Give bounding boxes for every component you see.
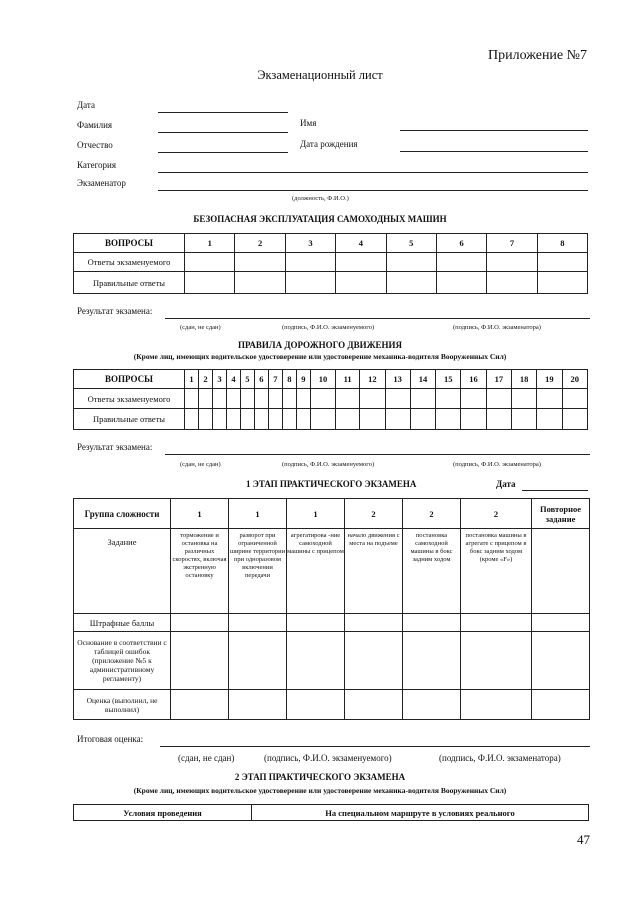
- surname-field[interactable]: [158, 132, 288, 133]
- grade-cell[interactable]: [345, 690, 403, 720]
- hint-examinee: (подпись, Ф.И.О. экзаменуемого): [264, 753, 392, 763]
- correct-cell[interactable]: [487, 272, 537, 294]
- answer-cell[interactable]: [461, 389, 486, 409]
- answer-cell[interactable]: [254, 389, 268, 409]
- birthdate-field[interactable]: [400, 151, 588, 152]
- correct-cell[interactable]: [212, 409, 226, 430]
- question-number: 10: [310, 370, 335, 389]
- category-field[interactable]: [158, 172, 588, 173]
- question-number: 16: [461, 370, 486, 389]
- answer-cell[interactable]: [235, 253, 285, 272]
- grade-cell[interactable]: [461, 690, 532, 720]
- section2-result-field[interactable]: [165, 454, 590, 455]
- question-number: 8: [537, 234, 587, 253]
- basis-cell[interactable]: [345, 632, 403, 690]
- answer-cell[interactable]: [282, 389, 296, 409]
- group-header: Группа сложности: [74, 499, 171, 529]
- correct-cell[interactable]: [436, 272, 486, 294]
- section3-date-label: Дата: [496, 479, 516, 489]
- hint-passed: (сдан, не сдан): [178, 753, 235, 763]
- hint-examiner: (подпись, Ф.И.О. экзаменатора): [453, 461, 541, 468]
- correct-cell[interactable]: [511, 409, 536, 430]
- answer-cell[interactable]: [386, 253, 436, 272]
- hint-examiner: (подпись, Ф.И.О. экзаменатора): [439, 753, 561, 763]
- question-number: 9: [296, 370, 310, 389]
- question-number: 17: [486, 370, 511, 389]
- basis-cell[interactable]: [229, 632, 287, 690]
- correct-cell[interactable]: [310, 409, 335, 430]
- section1-title: БЕЗОПАСНАЯ ЭКСПЛУАТАЦИЯ САМОХОДНЫХ МАШИН: [193, 214, 447, 224]
- question-number: 6: [436, 234, 486, 253]
- examiner-field[interactable]: [158, 190, 588, 191]
- question-number: 2: [198, 370, 212, 389]
- section2-result-label: Результат экзамена:: [77, 442, 153, 452]
- answer-cell[interactable]: [336, 389, 360, 409]
- basis-cell[interactable]: [461, 632, 532, 690]
- correct-cell[interactable]: [296, 409, 310, 430]
- group-value: 1: [287, 499, 345, 529]
- answers-row-label: Ответы экзаменуемого: [74, 389, 185, 409]
- correct-cell[interactable]: [336, 272, 386, 294]
- basis-cell[interactable]: [532, 632, 590, 690]
- final-grade-field[interactable]: [160, 746, 590, 747]
- correct-cell[interactable]: [240, 409, 254, 430]
- birthdate-label: Дата рождения: [300, 139, 358, 149]
- grade-row-label: Оценка (выполнил, не выполнил): [74, 690, 171, 720]
- category-label: Категория: [77, 160, 116, 170]
- surname-label: Фамилия: [77, 120, 113, 130]
- answer-cell[interactable]: [226, 389, 240, 409]
- section1-result-label: Результат экзамена:: [77, 306, 153, 316]
- correct-cell[interactable]: [268, 409, 282, 430]
- answer-cell[interactable]: [285, 253, 335, 272]
- grade-cell[interactable]: [532, 690, 590, 720]
- question-number: 2: [235, 234, 285, 253]
- date-label: Дата: [77, 100, 95, 110]
- section4-title: 2 ЭТАП ПРАКТИЧЕСКОГО ЭКЗАМЕНА: [234, 772, 406, 782]
- answer-cell[interactable]: [212, 389, 226, 409]
- question-number: 11: [336, 370, 360, 389]
- conditions-value: На специальном маршруте в условиях реального: [252, 805, 589, 821]
- penalty-cell[interactable]: [532, 614, 590, 632]
- group-value: 2: [345, 499, 403, 529]
- basis-cell[interactable]: [403, 632, 461, 690]
- question-number: 15: [436, 370, 461, 389]
- correct-row-label: Правильные ответы: [74, 272, 185, 294]
- section3-title: 1 ЭТАП ПРАКТИЧЕСКОГО ЭКЗАМЕНА: [246, 479, 417, 489]
- correct-cell[interactable]: [336, 409, 360, 430]
- correct-cell[interactable]: [185, 409, 199, 430]
- correct-cell[interactable]: [562, 409, 587, 430]
- correct-cell[interactable]: [226, 409, 240, 430]
- basis-row-label: Основание в соответствии с таблицей ошибок (приложение №5 к административному регламенту): [74, 632, 171, 690]
- penalty-cell[interactable]: [287, 614, 345, 632]
- repeat-task-header: Повторное задание: [532, 499, 590, 529]
- examiner-hint: (должность, Ф.И.О.): [292, 195, 349, 202]
- question-number: 12: [360, 370, 385, 389]
- section1-table: [73, 233, 588, 294]
- correct-cell[interactable]: [410, 409, 435, 430]
- section3-date-field[interactable]: [522, 490, 588, 491]
- task-cell: постановка самоходной машины в бокс задним ходом: [403, 529, 461, 614]
- basis-cell[interactable]: [171, 632, 229, 690]
- section3-table: [73, 498, 590, 720]
- answer-cell[interactable]: [268, 389, 282, 409]
- question-number: 20: [562, 370, 587, 389]
- date-field[interactable]: [158, 112, 288, 113]
- answer-cell[interactable]: [336, 253, 386, 272]
- task-cell: постановка машины в агрегате с прицепом в бокс задним ходом (кроме «F»): [461, 529, 532, 614]
- correct-cell[interactable]: [185, 272, 235, 294]
- grade-cell[interactable]: [403, 690, 461, 720]
- question-number: 19: [537, 370, 562, 389]
- section4-table: [73, 804, 589, 821]
- answer-cell[interactable]: [198, 389, 212, 409]
- answer-cell[interactable]: [296, 389, 310, 409]
- question-number: 6: [254, 370, 268, 389]
- correct-row-label: Правильные ответы: [74, 409, 185, 430]
- patronymic-label: Отчество: [77, 140, 113, 150]
- appendix-label: Приложение №7: [488, 48, 587, 63]
- answer-cell[interactable]: [537, 253, 587, 272]
- correct-cell[interactable]: [360, 409, 385, 430]
- section2-subtitle: (Кроме лиц, имеющих водительское удостоверение или удостоверение механика-водителя Вооруженных Сил): [133, 352, 507, 361]
- penalty-cell[interactable]: [461, 614, 532, 632]
- name-label: Имя: [300, 118, 317, 128]
- hint-examinee: (подпись, Ф.И.О. экзаменуемого): [282, 461, 375, 468]
- correct-cell[interactable]: [537, 409, 562, 430]
- hint-passed: (сдан, не сдан): [180, 461, 221, 468]
- section2-title: ПРАВИЛА ДОРОЖНОГО ДВИЖЕНИЯ: [238, 340, 402, 350]
- correct-cell[interactable]: [385, 409, 410, 430]
- penalty-cell[interactable]: [403, 614, 461, 632]
- task-cell: торможение и остановка на различных скоростях, включая экстренную остановку: [171, 529, 229, 614]
- task-row-label: Задание: [74, 529, 171, 614]
- question-number: 1: [185, 234, 235, 253]
- questions-header: ВОПРОСЫ: [74, 234, 185, 253]
- grade-cell[interactable]: [171, 690, 229, 720]
- correct-cell[interactable]: [285, 272, 335, 294]
- final-grade-label: Итоговая оценка:: [77, 734, 144, 744]
- question-number: 13: [385, 370, 410, 389]
- answer-cell[interactable]: [486, 389, 511, 409]
- hint-examinee: (подпись, Ф.И.О. экзаменуемого): [282, 324, 375, 331]
- answer-cell[interactable]: [410, 389, 435, 409]
- penalty-row-label: Штрафные баллы: [74, 614, 171, 632]
- section2-table: [73, 369, 588, 430]
- grade-cell[interactable]: [229, 690, 287, 720]
- correct-cell[interactable]: [282, 409, 296, 430]
- task-cell: разворот при ограниченной ширине территории при одноразовом включении передачи: [229, 529, 287, 614]
- task-cell: начало движения с места на подъеме: [345, 529, 403, 614]
- correct-cell[interactable]: [461, 409, 486, 430]
- answer-cell[interactable]: [436, 389, 461, 409]
- correct-cell[interactable]: [537, 272, 587, 294]
- answer-cell[interactable]: [511, 389, 536, 409]
- question-number: 3: [212, 370, 226, 389]
- answer-cell[interactable]: [360, 389, 385, 409]
- page-title: Экзаменационный лист: [257, 68, 383, 82]
- correct-cell[interactable]: [436, 409, 461, 430]
- answer-cell[interactable]: [487, 253, 537, 272]
- group-value: 2: [403, 499, 461, 529]
- question-number: 7: [268, 370, 282, 389]
- penalty-cell[interactable]: [171, 614, 229, 632]
- question-number: 5: [386, 234, 436, 253]
- name-field[interactable]: [400, 130, 588, 131]
- examiner-label: Экзаменатор: [77, 178, 126, 188]
- question-number: 8: [282, 370, 296, 389]
- correct-cell[interactable]: [254, 409, 268, 430]
- correct-cell[interactable]: [386, 272, 436, 294]
- question-number: 5: [240, 370, 254, 389]
- question-number: 4: [226, 370, 240, 389]
- question-number: 3: [285, 234, 335, 253]
- basis-cell[interactable]: [287, 632, 345, 690]
- conditions-label: Условия проведения: [74, 805, 252, 821]
- group-value: 1: [171, 499, 229, 529]
- answer-cell[interactable]: [562, 389, 587, 409]
- hint-passed: (сдан, не сдан): [180, 324, 221, 331]
- correct-cell[interactable]: [486, 409, 511, 430]
- question-number: 7: [487, 234, 537, 253]
- answer-cell[interactable]: [436, 253, 486, 272]
- correct-cell[interactable]: [198, 409, 212, 430]
- answer-cell[interactable]: [240, 389, 254, 409]
- hint-examiner: (подпись, Ф.И.О. экзаменатора): [453, 324, 541, 331]
- answers-row-label: Ответы экзаменуемого: [74, 253, 185, 272]
- question-number: 1: [185, 370, 199, 389]
- question-number: 14: [410, 370, 435, 389]
- group-value: 2: [461, 499, 532, 529]
- repeat-task-cell[interactable]: [532, 529, 590, 614]
- question-number: 4: [336, 234, 386, 253]
- task-cell: агрегатирова -ние самоходной машины с прицепом: [287, 529, 345, 614]
- answer-cell[interactable]: [385, 389, 410, 409]
- answer-cell[interactable]: [310, 389, 335, 409]
- page-number: 47: [577, 832, 590, 847]
- section4-subtitle: (Кроме лиц, имеющих водительское удостоверение или удостоверение механика-водителя Вооруженных Сил): [133, 786, 507, 795]
- answer-cell[interactable]: [185, 389, 199, 409]
- penalty-cell[interactable]: [345, 614, 403, 632]
- answer-cell[interactable]: [537, 389, 562, 409]
- penalty-cell[interactable]: [229, 614, 287, 632]
- patronymic-field[interactable]: [158, 152, 288, 153]
- questions-header: ВОПРОСЫ: [74, 370, 185, 389]
- group-value: 1: [229, 499, 287, 529]
- answer-cell[interactable]: [185, 253, 235, 272]
- question-number: 18: [511, 370, 536, 389]
- correct-cell[interactable]: [235, 272, 285, 294]
- section1-result-field[interactable]: [165, 318, 590, 319]
- grade-cell[interactable]: [287, 690, 345, 720]
